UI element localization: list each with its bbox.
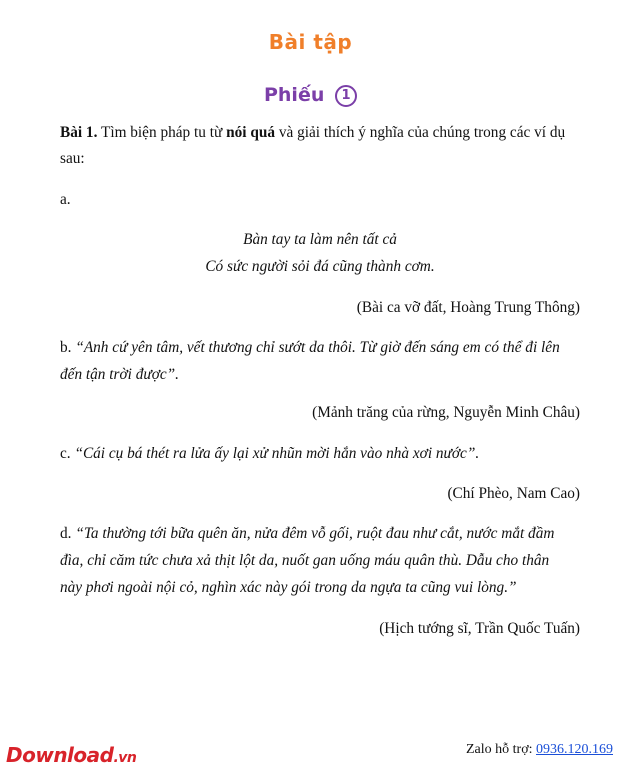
zalo-phone-link[interactable]: 0936.120.169 <box>536 742 613 757</box>
item-c-quote: “Cái cụ bá thét ra lửa ấy lại xử nhũn mời hắn vào nhà xơi nước”. <box>74 445 480 462</box>
exercise-prompt-line1 <box>60 119 580 147</box>
exercise-prompt-before: Tìm biện pháp tu từ <box>100 124 223 141</box>
download-logo[interactable] <box>6 743 136 767</box>
item-b-source: (Mảnh trăng của rừng, Nguyễn Minh Châu) <box>312 404 580 421</box>
page-title: Bài tập <box>268 30 353 54</box>
item-a-verse2: Có sức người sỏi đá cũng thành cơm. <box>205 258 435 275</box>
worksheet-heading <box>0 84 621 107</box>
item-a-source: (Bài ca vỡ đất, Hoàng Trung Thông) <box>356 299 580 316</box>
worksheet-heading-label: Phiếu <box>263 84 325 106</box>
item-d-quote-line2: đìa, chỉ căm tức chưa xả thịt lột da, nuốt gan uống máu quân thù. Dẫu cho thân <box>60 552 550 569</box>
exercise-label: Bài 1. <box>60 124 98 141</box>
item-d-quote-line3: này phơi ngoài nội cỏ, nghìn xác này gói trong da ngựa ta cũng vui lòng.” <box>60 579 517 596</box>
zalo-label: Zalo hỗ trợ: <box>466 742 533 757</box>
item-c-label: c. <box>60 445 71 462</box>
item-d-label: d. <box>60 525 72 542</box>
exercise-prompt-bold: nói quá <box>226 124 276 141</box>
item-d-quote-line1: “Ta thường tới bữa quên ăn, nửa đêm vỗ gối, ruột đau như cắt, nước mắt đầm <box>75 525 555 542</box>
zalo-support <box>466 742 613 758</box>
exercise-prompt-after: và giải thích ý nghĩa của chúng trong các ví dụ <box>278 124 566 141</box>
download-logo-suffix: .vn <box>113 750 137 766</box>
exercise-prompt-line2: sau: <box>60 150 85 167</box>
item-b-label: b. <box>60 339 72 356</box>
item-a-verse1: Bàn tay ta làm nên tất cả <box>243 231 397 248</box>
item-b-line1 <box>60 334 580 362</box>
item-c-source: (Chí Phèo, Nam Cao) <box>447 485 580 502</box>
item-d-source: (Hịch tướng sĩ, Trần Quốc Tuấn) <box>379 620 580 637</box>
item-a-label: a. <box>60 191 71 208</box>
item-d-line1 <box>60 520 580 548</box>
item-b-quote-line1: “Anh cứ yên tâm, vết thương chỉ sướt da thôi. Từ giờ đến sáng em có thể đi lên <box>75 339 560 356</box>
item-c-line <box>60 440 580 468</box>
item-b-quote-line2: đến tận trời được”. <box>60 366 179 383</box>
download-logo-main: Download <box>6 743 114 767</box>
worksheet-number-badge: 1 <box>335 85 357 107</box>
